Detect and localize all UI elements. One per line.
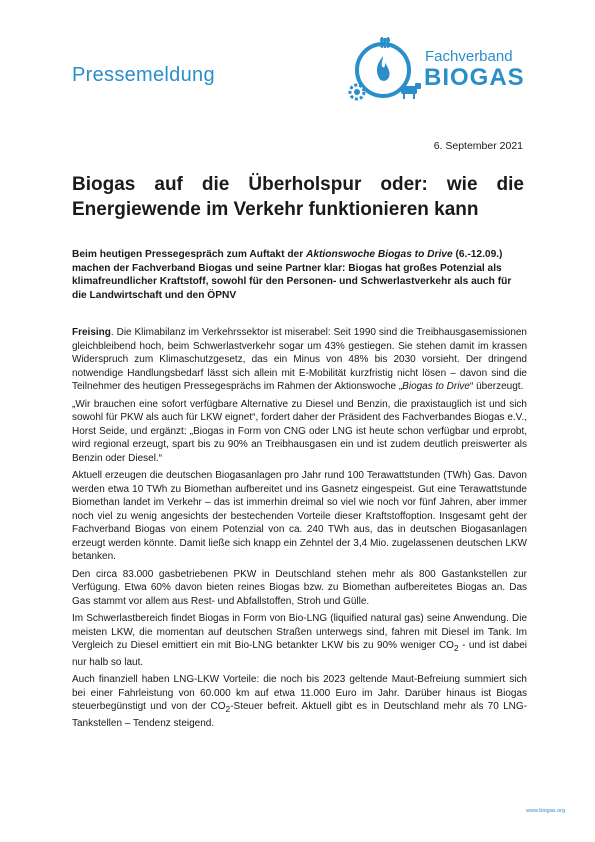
lead-text-start: Beim heutigen Pressegespräch zum Auftakt der bbox=[72, 249, 306, 260]
headline-line-1: Biogas auf die Überholspur oder: wie die bbox=[72, 174, 524, 195]
headline bbox=[72, 172, 524, 222]
paragraph-2: „Wir brauchen eine sofort verfügbare Alternative zu Diesel und Benzin, die praxistauglich ist und sich sowohl für PKW als auch für LKW eignet“, fordert daher der Präsident des Fachverbandes Biogas e.V., Horst Seide, und ergänzt: „Biogas in Form von CNG oder LNG ist heute schon verfügbar und erprobt, wird regional erzeugt, spart bis zu 90% an Treibhausgasen ein und ist zudem deutlich preiswerter als Benzin oder Diesel.“ bbox=[72, 398, 527, 464]
footer-website-link[interactable]: www.biogas.org bbox=[526, 808, 565, 814]
lead-text-end: (6.-12.09.) machen der Fachverband Biogas und seine Partner klar: Biogas hat großes Potenzial als klimafreundlicher Kraftstoff, sowohl für den Personen- und Schwerlastverkehr als auch für die Landwirtschaft und den ÖPNV bbox=[72, 249, 512, 301]
paragraph-1-text: . Die Klimabilanz im Verkehrssektor ist miserabel: Seit 1990 sind die Treibhausgasemissionen gleichbleibend hoch, beim Schwerlastverkehr sogar um 43% gestiegen. Sie stehen damit im krassen Widerspruch zum Klimaschutzgesetz, das ein Minus von 48% bis 2030 vorsieht. Der dringend notwendige Handlungsbedarf lässt sich allein mit E-Mobilität kurzfristig nicht lösen – davon sind die Teilnehmer des heutigen Pressegesprächs im Rahmen der Aktionswoche „ bbox=[72, 327, 527, 392]
lead-paragraph bbox=[72, 248, 527, 302]
paragraph-1 bbox=[72, 326, 527, 394]
paragraph-1-italic: Biogas to Drive bbox=[402, 381, 470, 392]
logo-text-fachverband: Fachverband bbox=[425, 48, 513, 65]
paragraph-4: Den circa 83.000 gasbetriebenen PKW in Deutschland stehen mehr als 800 Gastankstellen zur Verfügung. Etwa 60% davon bieten reines Biogas bzw. zu Biomethan aufbereitetes Biogas an. Das Gas stammt vor allem aus Rest- und Abfallstoffen, Stroh und Gülle. bbox=[72, 568, 527, 607]
logo-text-biogas: BIOGAS bbox=[424, 64, 525, 91]
co2-subscript: 2 bbox=[453, 643, 459, 653]
fachverband-biogas-logo bbox=[345, 34, 535, 108]
dateline-place: Freising bbox=[72, 327, 111, 338]
paragraph-5-end: - und ist dabei nur halb so laut. bbox=[72, 640, 527, 668]
lead-event-name: Aktionswoche Biogas to Drive bbox=[306, 249, 453, 260]
paragraph-3: Aktuell erzeugen die deutschen Biogasanlagen pro Jahr rund 100 Terawattstunden (TWh) Gas. Davon werden etwa 10 TWh zu Biomethan aufbereitet und ins Gasnetz eingespeist. Gut eine Terawattstunde Biomethan landet im Verkehr – das ist immerhin dreimal so viel wie noch vor fünf Jahren, aber immer noch viel zu wenig angesichts der bestechenden Vorteile dieser Kraftstoffoption. Insgesamt geht der Fachverband Biogas von einem Potenzial von ca. 240 TWh aus, das in deutschen Biogasanlagen erzeugt werden könnte. Damit ließe sich knapp ein Zehntel der 3,4 Mio. zugelassenen deutschen LKW betanken. bbox=[72, 470, 527, 562]
paragraph-6 bbox=[72, 673, 527, 730]
paragraph-5-text: Im Schwerlastbereich findet Biogas in Form von Bio-LNG (liquified natural gas) seine Anwendung. Die meisten LKW, die momentan auf deutschen Straßen unterwegs sind, fahren mit Diesel im Tank. Im Vergleich zu Diesel emittiert ein mit Bio-LNG betankter LKW bis zu 90% weniger CO bbox=[72, 613, 527, 651]
paragraph-6-text: Auch finanziell haben LNG-LKW Vorteile: die noch bis 2023 geltende Maut-Befreiung summiert sich bei einer Fahrleistung von 60.000 km auf etwa 11.000 Euro im Jahr. Darüber hinaus ist Biogas steuerbegünstigt und von der CO bbox=[72, 674, 527, 712]
press-release-label: Pressemeldung bbox=[72, 64, 215, 86]
co2-subscript: 2 bbox=[225, 704, 231, 714]
headline-line-2: Energiewende im Verkehr funktionieren kann bbox=[72, 199, 479, 220]
biogas-emblem-icon bbox=[345, 34, 423, 108]
paragraph-6-end: -Steuer befreit. Aktuell gibt es in Deutschland mehr als 70 LNG-Tankstellen – Tendenz steigend. bbox=[72, 701, 527, 729]
paragraph-5 bbox=[72, 612, 527, 669]
article-body bbox=[72, 326, 527, 734]
release-date: 6. September 2021 bbox=[433, 140, 523, 152]
paragraph-1-end: “ überzeugt. bbox=[469, 381, 524, 392]
